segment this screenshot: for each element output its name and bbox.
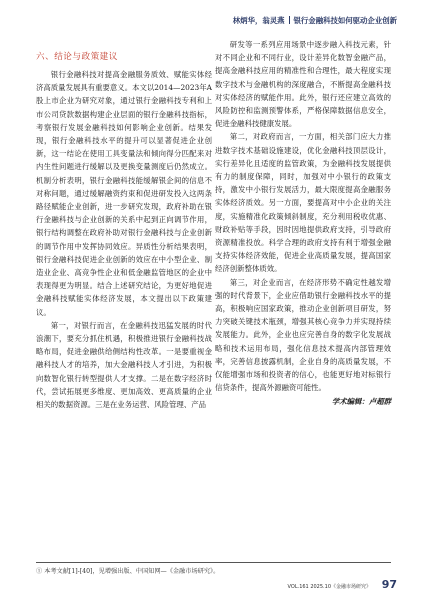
header-divider [289,16,290,24]
footnote-text: 本考文献[1]-[40]，见增强出版、中国知网—《金融市场研究》。 [44,568,220,575]
paragraph: 第三，对企业而言，在经济形势不确定性越发增强的时代背景下，企业应借助银行金融科技水平的提高，积极响应国家政策，推动企业创新项目研发，努力突破关键技术瓶颈，增强其核心竞争力并实现持续发展能力。此外，企业也应完善自身的数字化发展战略和技术运用布局，强化信息技术提高内部管理效率，完善信息披露机制，企业自身的高质量发展，不仅能增强市场和投资者的信心，也能更好地对标银行信贷条件，提高外源融资可能性。 [215,277,391,393]
left-column [36,38,212,411]
header-authors: 林炳华，翁灵燕 [232,16,285,25]
footnote-marker: ① [36,568,43,575]
section-title: 六、结论与政策建议 [36,52,118,62]
paragraph: 研发等一系列应用场景中逐步融入科技元素，针对不同企业和不同行业，设计差异化数智金融产品，提高金融科技应用的精准性和合理性，最大程度实现数字技术与金融机构的深度融合，不断提高金融科技对实体经济的赋能作用。此外，银行还应建立高效的风险防控和监测预警体系，严格保障数据信息安全，促进金融科技健康发展。 [215,40,391,129]
right-column [215,38,391,407]
issue-info: VOL.161 2025.10《金融市场研究》 [287,584,371,590]
footnote [36,566,396,575]
running-head [233,15,397,26]
paragraph: 第二，对政府而言，一方面，相关部门应大力推进数字技术基础设施建设，优化金融科技顶层设计，实行差异化且适度的监管政策，为金融科技发展提供有力的制度保障，同时，加强对中小银行的政策支持，激发中小银行发展活力，最大限度提高金融服务实体经济质效。另一方面，要提高对中小企业的关注度，实施精准化政策倾斜制度，充分利用税收优惠、财政补贴等手段，因时因地提供政府支持，引导政府资源精准投放。科学合理的政府支持有利于增强金融支持实体经济效能，促进企业高质量发展，提高国家经济创新整体质效。 [215,132,391,274]
page-number: 97 [381,578,397,591]
paragraph: 第一，对银行而言，在金融科技迅猛发展的时代浪潮下，要充分抓住机遇，积极推进银行金融科技战略布局，促进金融供给侧结构性改革。一是要重视金融科技人才的培养，加大金融科技人才引进，为积极向数智化银行转型提供人才支撑。二是在数字经济时代，尝试拓展更多维度、更加高效、更高质量的企业相关的数据资源。三是在业务运营、风险管理、产品 [36,320,212,410]
footnote-divider [36,562,391,563]
header-article-title: 银行金融科技如何驱动企业创新 [293,16,397,25]
academic-editor: 学术编辑：卢超群 [331,397,391,407]
paragraph: 银行金融科技对提高金融服务质效、赋能实体经济高质量发展具有重要意义。本文以2014—2023年A股上市企业为研究对象，通过银行金融科技专利和上市公司贷款数据构建企业层面的银行金融科技指标，考察银行发展金融科技如何影响企业创新。结果发现，银行金融科技水平的提升可以显著促进企业创新，这一结论在使用工具变量法和倾向得分匹配来对内生性问题进行缓解以及更换变量测度后仍然成立。机制分析表明，银行金融科技能缓解银企间的信息不对称问题，通过缓解融资约束和促进研发投入这两条路径赋能企业创新，进一步研究发现，政府补助在银行金融科技与企业创新的关系中起到正向调节作用，银行结构调整在政府补助对银行金融科技与企业创新的调节作用中发挥协同效应。异质性分析结果表明，银行金融科技促进企业创新的效应在中小型企业、制造业企业、高竞争性企业和低金融监管地区的企业中表现得更为明显。结合上述研究结论，为更好地促进金融科技赋能实体经济发展，本文提出以下政策建议。 [36,70,212,317]
